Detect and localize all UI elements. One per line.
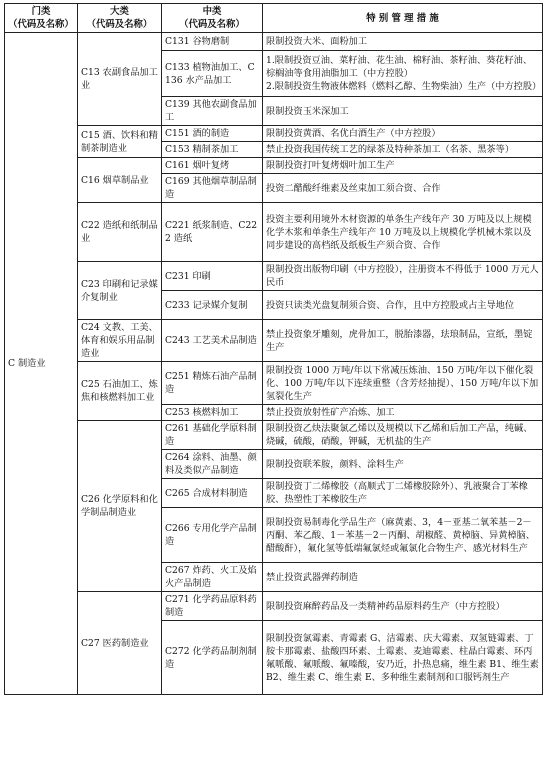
measure-cell: 限制投资氯霉素、青霉素 G、洁霉素、庆大霉素、双氢链霉素、丁胺卡那霉素、盐酸四环素、土霉素、麦迪霉素、柱晶白霉素、环丙氟哌酸、氟哌酸、氟嗪酸，安乃近，扑热息痛，维生素 B1、维生素 B2、维生素 C、维生素 E、多种维生素制剂和口服钙剂生产 [263, 621, 543, 695]
measure-cell: 投资主要利用境外木材资源的单条生产线年产 30 万吨及以上规模化学木浆和单条生产线年产 10 万吨及以上规模化学机械木浆以及同步建设的高档纸及纸板生产须合资、合作 [263, 203, 543, 262]
table-row [5, 362, 543, 405]
measure-cell: 限制投资联苯胺，颜料、涂料生产 [263, 450, 543, 479]
zhong-lei-cell: C233 记录媒介复制 [162, 291, 263, 320]
table-row [5, 33, 543, 51]
header-da-lei [78, 4, 162, 33]
zhong-lei-cell: C267 炸药、火工及焰火产品制造 [162, 563, 263, 592]
zhong-lei-cell: C266 专用化学产品制造 [162, 508, 263, 563]
measure-cell: 禁止投资放射性矿产冶炼、加工 [263, 405, 543, 421]
header-measures-text: 特 别 管 理 措 施 [366, 12, 439, 24]
measure-cell: 限制投资麻醉药品及一类精神药品原料药生产（中方控股） [263, 592, 543, 621]
header-zhong-lei [162, 4, 263, 33]
measure-cell: 限制投资打叶复烤烟叶加工生产 [263, 158, 543, 174]
da-lei-cell: C25 石油加工、炼焦和核燃料加工业 [78, 362, 162, 421]
zhong-lei-cell: C139 其他农副食品加工 [162, 97, 263, 126]
measure-cell: 限制投资乙炔法聚氯乙烯以及规模以下乙烯和后加工产品，纯碱、烧碱，硫酸，硝酸，钾碱，无机盐的生产 [263, 421, 543, 450]
measure-cell: 限制投资大米、面粉加工 [263, 33, 543, 51]
zhong-lei-cell: C161 烟叶复烤 [162, 158, 263, 174]
zhong-lei-cell: C133 植物油加工、C136 水产品加工 [162, 51, 263, 97]
special-measures-table [4, 3, 543, 695]
measure-cell: 禁止投资武器弹药制造 [263, 563, 543, 592]
da-lei-cell: C24 文教、工美、体育和娱乐用品制造业 [78, 320, 162, 362]
zhong-lei-cell: C169 其他烟草制品制造 [162, 174, 263, 203]
table-body [5, 33, 543, 695]
zhong-lei-cell: C251 精炼石油产品制造 [162, 362, 263, 405]
zhong-lei-cell: C272 化学药品制剂制造 [162, 621, 263, 695]
da-lei-cell: C26 化学原料和化学制品制造业 [78, 421, 162, 592]
table-row [5, 203, 543, 262]
table-row [5, 158, 543, 174]
measure-cell: 限制投资玉米深加工 [263, 97, 543, 126]
zhong-lei-cell: C243 工艺美术品制造 [162, 320, 263, 362]
measure-cell: 限制投资易制毒化学品生产（麻黄素、3，4－亚基二氧苯基－2－丙酮、苯乙酸、1－苯基－2－丙酮、胡椒醛、黄樟脑、异黄樟脑、醋酸酐），氟化氢等低端氟氯烃或氟氯化合物生产、感光材料生产 [263, 508, 543, 563]
zhong-lei-cell: C271 化学药品原料药制造 [162, 592, 263, 621]
measure-cell: 限制投资 1000 万吨/年以下常减压炼油、150 万吨/年以下催化裂化、100 万吨/年以下连续重整（含芳烃抽提）、150 万吨/年以下加氢裂化生产 [263, 362, 543, 405]
measure-cell: 限制投资丁二烯橡胶（高顺式丁二烯橡胶除外）、乳液聚合丁苯橡胶、热塑性丁苯橡胶生产 [263, 479, 543, 508]
table-row [5, 592, 543, 621]
table-row [5, 421, 543, 450]
da-lei-cell: C16 烟草制品业 [78, 158, 162, 203]
table-header-row [5, 4, 543, 33]
men-lei-cell: C 制造业 [5, 33, 78, 695]
measure-cell: 投资只读类光盘复制须合资、合作，且中方控股或占主导地位 [263, 291, 543, 320]
measure-cell: 禁止投资象牙雕刻，虎骨加工，脱胎漆器，珐琅制品，宣纸，墨锭生产 [263, 320, 543, 362]
measure-cell: 限制投资黄酒、名优白酒生产（中方控股） [263, 126, 543, 142]
header-measures [263, 4, 543, 33]
da-lei-cell: C15 酒、饮料和精制茶制造业 [78, 126, 162, 158]
zhong-lei-cell: C261 基础化学原料制造 [162, 421, 263, 450]
zhong-lei-cell: C151 酒的制造 [162, 126, 263, 142]
header-men-lei-text: 门类 （代码及名称） [8, 6, 74, 30]
da-lei-cell: C27 医药制造业 [78, 592, 162, 695]
regulation-table-page [4, 3, 542, 695]
table-row [5, 262, 543, 291]
zhong-lei-cell: C264 涂料、油墨、颜料及类似产品制造 [162, 450, 263, 479]
zhong-lei-cell: C265 合成材料制造 [162, 479, 263, 508]
da-lei-cell: C23 印刷和记录媒介复制业 [78, 262, 162, 320]
da-lei-cell: C13 农副食品加工业 [78, 33, 162, 126]
header-da-lei-text: 大类 （代码及名称） [86, 6, 153, 30]
header-men-lei [5, 4, 78, 33]
measure-cell: 投资二醋酸纤维素及丝束加工须合资、合作 [263, 174, 543, 203]
table-row [5, 126, 543, 142]
table-row [5, 320, 543, 362]
zhong-lei-cell: C153 精制茶加工 [162, 142, 263, 158]
measure-cell: 禁止投资我国传统工艺的绿茶及特种茶加工（名茶、黑茶等） [263, 142, 543, 158]
zhong-lei-cell: C231 印刷 [162, 262, 263, 291]
measure-cell: 限制投资出版物印刷（中方控股），注册资本不得低于 1000 万元人民币 [263, 262, 543, 291]
measure-cell: 1.限制投资豆油、菜籽油、花生油、棉籽油、茶籽油、葵花籽油、棕榈油等食用油脂加工（中方控股） 2.限制投资生物液体燃料（燃料乙醇、生物柴油）生产（中方控股） [263, 51, 543, 97]
zhong-lei-cell: C253 核燃料加工 [162, 405, 263, 421]
zhong-lei-cell: C131 谷物磨制 [162, 33, 263, 51]
header-zhong-lei-text: 中类 （代码及名称） [179, 6, 245, 30]
da-lei-cell: C22 造纸和纸制品业 [78, 203, 162, 262]
zhong-lei-cell: C221 纸浆制造、C222 造纸 [162, 203, 263, 262]
